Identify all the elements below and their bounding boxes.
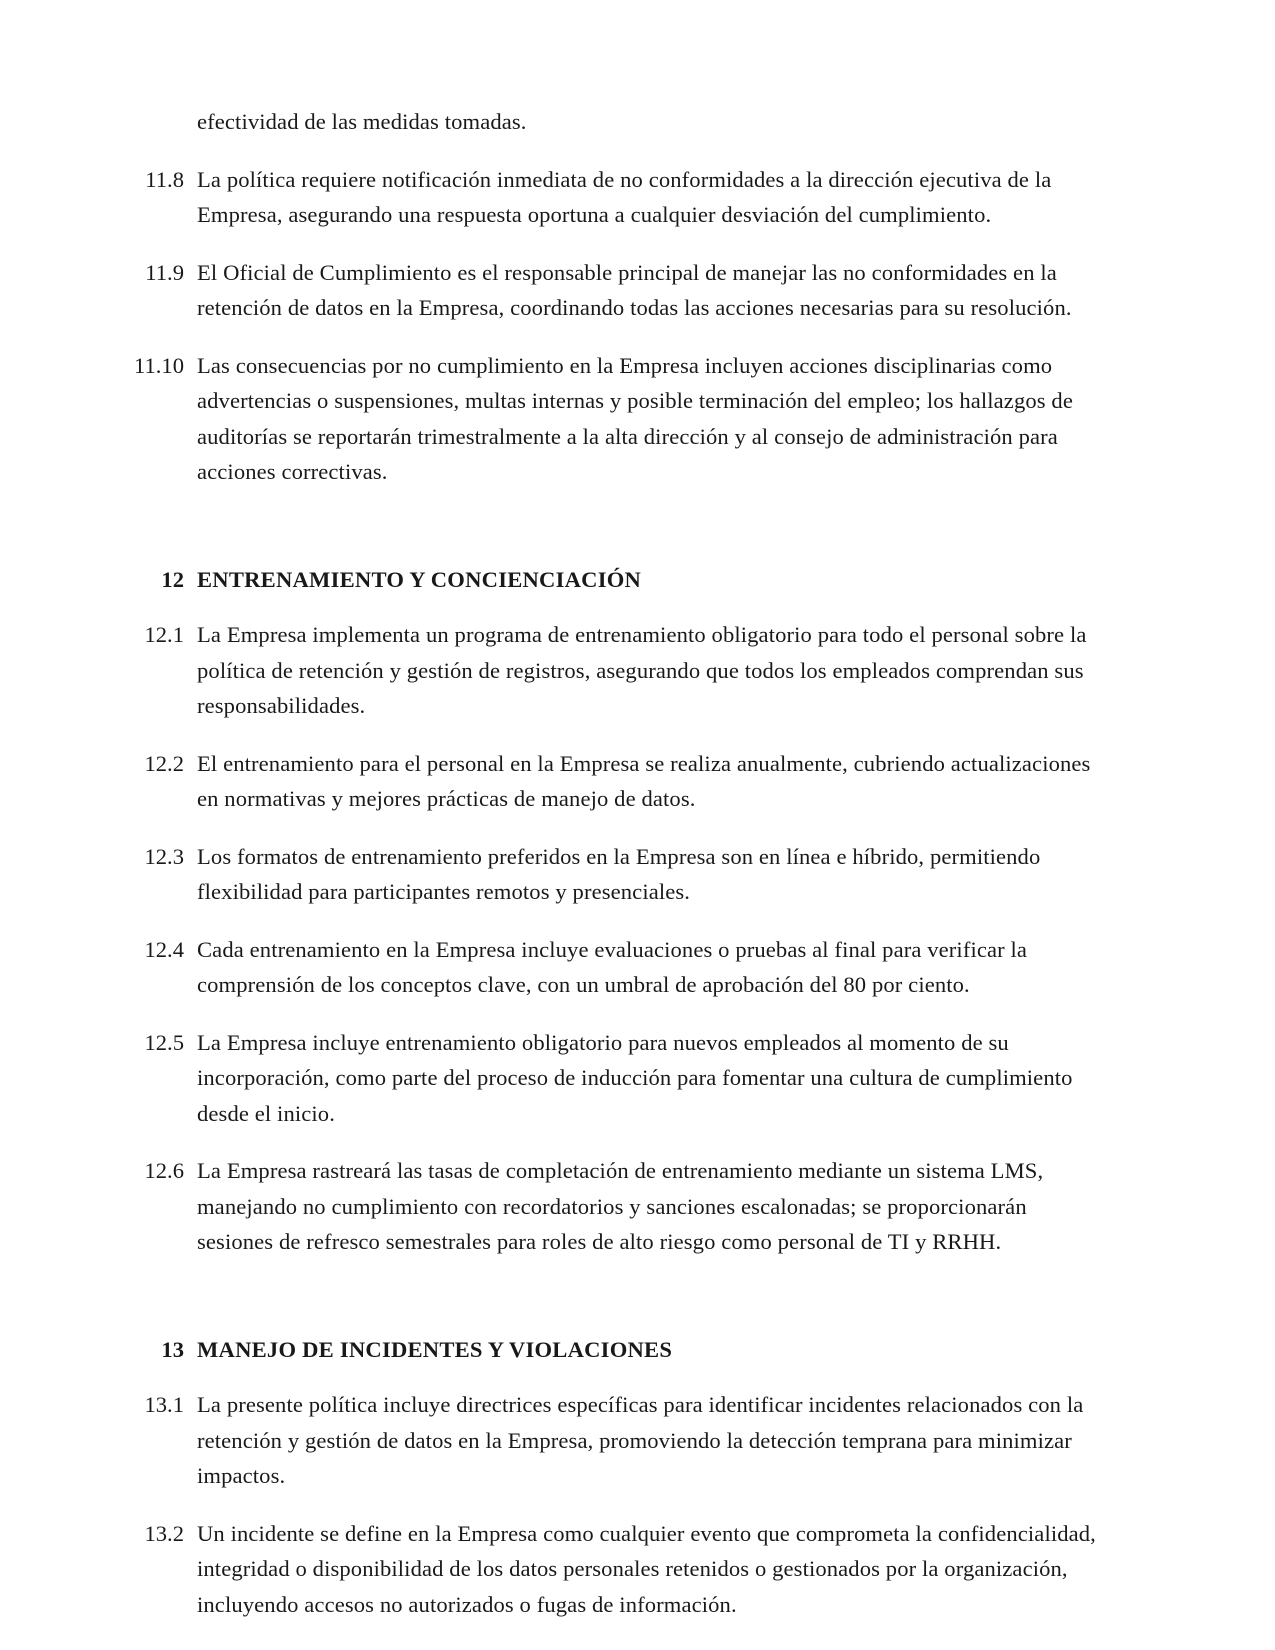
clause-number: 12.5	[144, 1029, 184, 1055]
clause-text: La Empresa implementa un programa de entrenamiento obligatorio para todo el personal sobre la política de retención y gestión de registros, asegurando que todos los empleados comprendan sus responsabilidades.	[197, 622, 1087, 718]
clause-text: Las consecuencias por no cumplimiento en la Empresa incluyen acciones disciplinarias como advertencias o suspensiones, multas internas y posible terminación del empleo; los hallazgos de auditorías se reportarán trimestralmente a la alta dirección y al consejo de administración para acciones correctivas.	[197, 352, 1073, 484]
clause-number: 13.1	[144, 1392, 184, 1417]
section-heading-title: ENTRENAMIENTO Y CONCIENCIACIÓN	[197, 566, 642, 592]
clause-number: 11.9	[145, 259, 184, 285]
clause-number: 12.6	[144, 1158, 184, 1183]
section-heading-title: MANEJO DE INCIDENTES Y VIOLACIONES	[197, 1336, 673, 1362]
clause-list	[120, 162, 1100, 1623]
clause-item	[120, 617, 1100, 724]
clause-number: 12.2	[144, 750, 184, 776]
clause-text: La Empresa rastreará las tasas de completación de entrenamiento mediante un sistema LMS, manejando no cumplimiento con recordatorios y sanciones escalonadas; se proporcionarán sesiones de refresco semestrales para roles de alto riesgo como personal de TI y RRHH.	[197, 1158, 1044, 1254]
clause-number: 12.3	[144, 843, 184, 869]
clause-text: La presente política incluye directrices específicas para identificar incidentes relacionados con la retención y gestión de datos en la Empresa, promoviendo la detección temprana para minimizar impactos.	[197, 1392, 1084, 1488]
clause-number: 12.1	[144, 622, 184, 647]
clause-text: Los formatos de entrenamiento preferidos en la Empresa son en línea e híbrido, permitiendo flexibilidad para participantes remotos y presenciales.	[197, 843, 1041, 904]
clause-item	[120, 746, 1100, 817]
clause-number: 13.2	[144, 1520, 184, 1546]
clause-item	[120, 1516, 1100, 1623]
clause-number: 11.10	[134, 352, 184, 378]
clause-item	[120, 1025, 1100, 1132]
section-heading	[120, 562, 1100, 598]
section-heading	[120, 1332, 1100, 1368]
clause-text: El entrenamiento para el personal en la Empresa se realiza anualmente, cubriendo actualizaciones en normativas y mejores prácticas de manejo de datos.	[197, 750, 1091, 811]
clause-text: Cada entrenamiento en la Empresa incluye evaluaciones o pruebas al final para verificar la comprensión de los conceptos clave, con un umbral de aprobación del 80 por ciento.	[197, 936, 1028, 997]
clause-number: 12.4	[144, 936, 184, 962]
clause-item	[120, 348, 1100, 490]
section-heading-number: 12	[161, 566, 184, 592]
clause-item	[120, 839, 1100, 910]
clause-text: Un incidente se define en la Empresa como cualquier evento que comprometa la confidencialidad, integridad o disponibilidad de los datos personales retenidos o gestionados por la organización, incluyendo accesos no autorizados o fugas de información.	[197, 1520, 1096, 1617]
continuation-paragraph: efectividad de las medidas tomadas.	[197, 109, 527, 134]
clause-text: La política requiere notificación inmediata de no conformidades a la dirección ejecutiva de la Empresa, asegurando una respuesta oportuna a cualquier desviación del cumplimiento.	[197, 166, 1052, 227]
clause-text: La Empresa incluye entrenamiento obligatorio para nuevos empleados al momento de su incorporación, como parte del proceso de inducción para fomentar una cultura de cumplimiento desde el inicio.	[197, 1029, 1073, 1126]
clause-item	[120, 1387, 1100, 1494]
clause-text: El Oficial de Cumplimiento es el responsable principal de manejar las no conformidades en la retención de datos en la Empresa, coordinando todas las acciones necesarias para su resolución.	[197, 259, 1072, 320]
clause-number: 11.8	[145, 166, 184, 192]
section-heading-number: 13	[161, 1336, 184, 1362]
clause-item	[120, 162, 1100, 233]
clause-item	[120, 932, 1100, 1003]
clause-item	[120, 255, 1100, 326]
clause-item	[120, 1153, 1100, 1260]
